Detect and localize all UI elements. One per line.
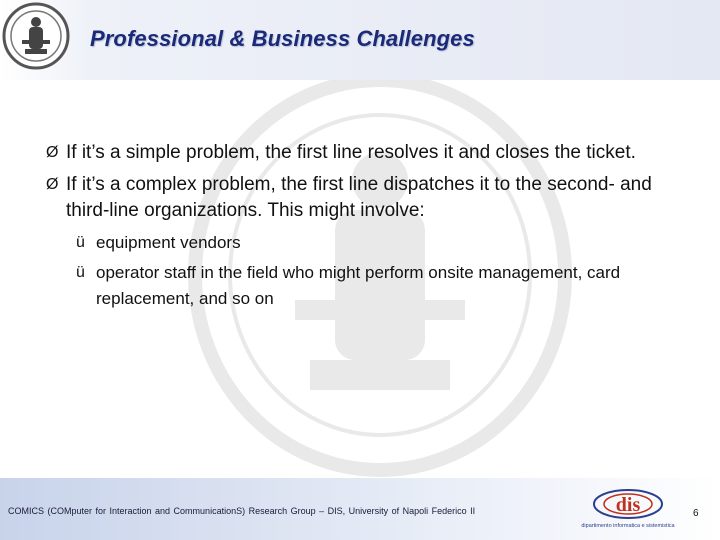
svg-text:dis: dis — [615, 494, 641, 516]
sub-bullet-item — [76, 260, 686, 312]
bullet-item — [46, 140, 686, 166]
sub-bullet-text: equipment vendors — [96, 233, 241, 252]
university-seal-icon — [2, 2, 70, 70]
arrow-bullet-icon: Ø — [46, 176, 59, 193]
checkmark-icon: ü — [76, 264, 85, 281]
page-number: 6 — [693, 508, 699, 519]
footer-text: COMICS (COMputer for Interaction and CommunicationS) Research Group – DIS, University of Napoli Federico II — [8, 506, 476, 516]
checkmark-icon: ü — [76, 234, 85, 251]
arrow-bullet-icon: Ø — [46, 144, 59, 161]
page-title: Professional & Business Challenges — [90, 26, 475, 51]
bullet-text: If it’s a complex problem, the first line dispatches it to the second- and third-line organizations. This might involve: — [66, 174, 652, 221]
svg-text:dipartimento informatica e sis: dipartimento informatica e sistemistica — [581, 523, 675, 529]
bullet-item — [46, 172, 686, 224]
bullet-text: If it’s a simple problem, the first line resolves it and closes the ticket. — [66, 142, 636, 163]
dis-logo-icon — [576, 484, 680, 532]
sub-bullet-item — [76, 230, 686, 256]
sub-bullet-text: operator staff in the field who might perform onsite management, card replacement, and so on — [96, 263, 621, 308]
slide-content — [46, 140, 686, 316]
